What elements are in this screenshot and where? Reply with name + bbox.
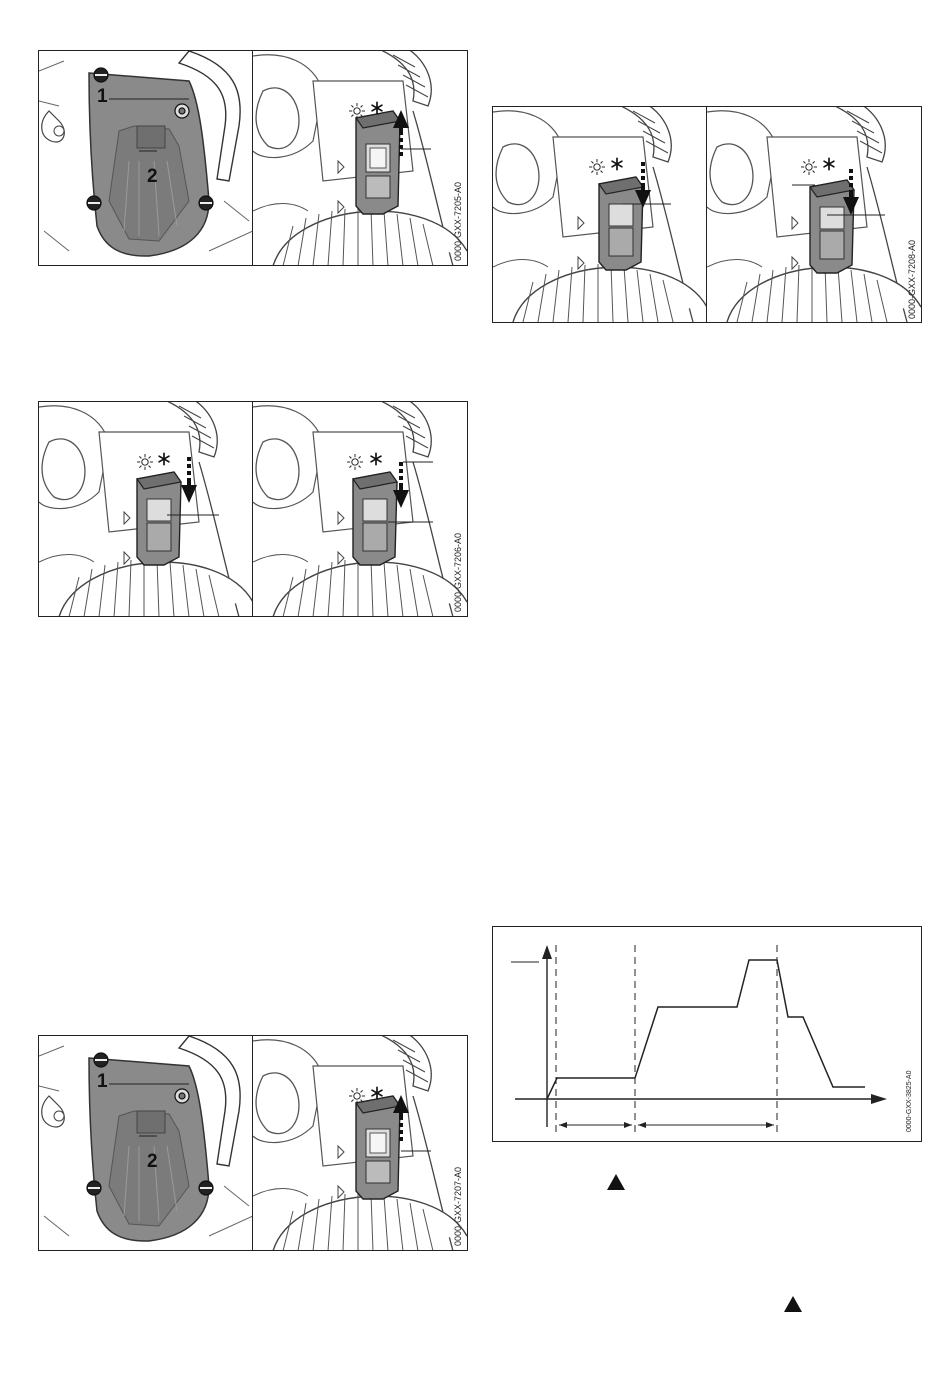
- flap-panel-right: [707, 107, 921, 322]
- figure-7205: [38, 50, 468, 266]
- leader-line: [253, 1036, 467, 1250]
- warning-triangle-icon: [784, 1296, 802, 1312]
- warning-triangle-icon: [607, 1174, 625, 1190]
- figure-7207: [38, 1035, 468, 1251]
- flap-panel: [253, 1036, 467, 1250]
- flap-panel: [253, 51, 467, 265]
- callout-2: 2: [147, 166, 158, 187]
- cover-illustration: [39, 1036, 253, 1250]
- cover-illustration: [39, 51, 253, 265]
- figure-7206: [38, 401, 468, 617]
- figure-code: 0000-GXX-7206-A0: [453, 532, 463, 612]
- leader-line: [253, 402, 467, 616]
- flap-panel-left: [493, 107, 707, 322]
- callout-1: 1: [97, 1071, 108, 1092]
- leader-line: [493, 107, 707, 322]
- figure-code: 0000-GXX-7205-A0: [453, 181, 463, 261]
- figure-code: 0000-GXX-7208-A0: [907, 239, 917, 319]
- callout-2: 2: [147, 1151, 158, 1172]
- figure-3825: [492, 926, 922, 1142]
- figure-code: 0000-GXX-3825-A0: [906, 1070, 913, 1132]
- figure-code: 0000-GXX-7207-A0: [453, 1166, 463, 1246]
- figure-7208: [492, 106, 922, 323]
- cover-panel: [39, 1036, 253, 1250]
- speed-diagram: [493, 927, 921, 1141]
- leader-line: [253, 51, 467, 265]
- callout-1: 1: [97, 86, 108, 107]
- leader-line: [707, 107, 921, 322]
- flap-panel-right: [253, 402, 467, 616]
- flap-panel-left: [39, 402, 253, 616]
- leader-line: [39, 402, 253, 616]
- cover-panel: [39, 51, 253, 265]
